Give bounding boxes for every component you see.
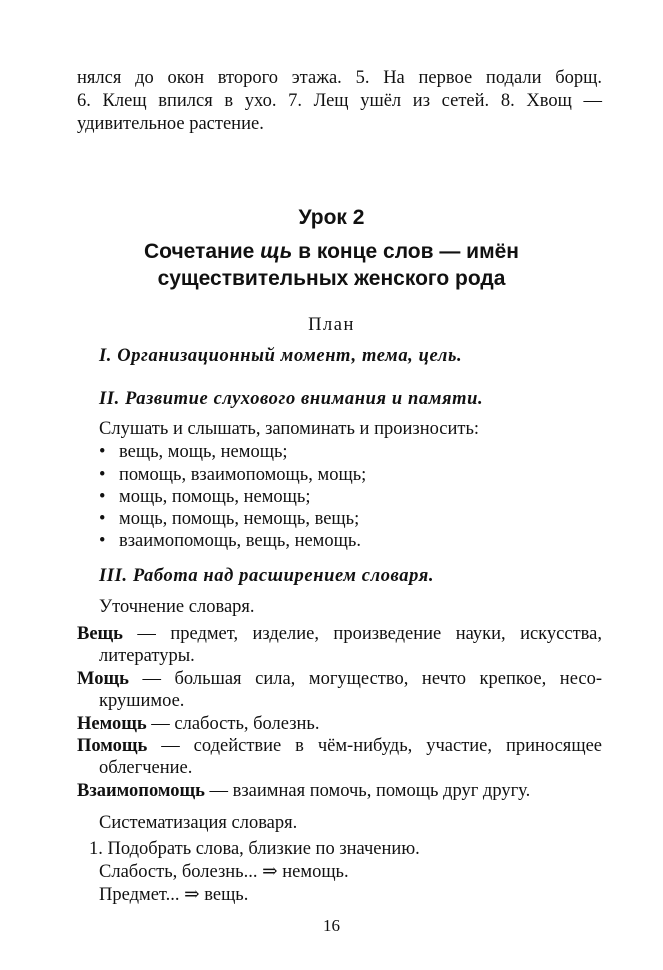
exercise-1: 1. Подобрать слова, близкие по значению. (89, 839, 420, 859)
definition-vesch: Вещь — предмет, изделие, произведение науки, искусства, (77, 624, 602, 644)
example-line-2: Предмет... ⇒ вещь. (99, 885, 249, 905)
lesson-heading: Урок 2 (298, 206, 365, 229)
definition-vzaimopomoshch: Взаимопомощь — взаимная помочь, помощь друг другу. (77, 781, 531, 801)
bullet-item: • мощь, помощь, немощь, вещь; (99, 509, 360, 529)
lesson-title-line-1: Сочетание щь в конце слов — имён (144, 240, 519, 263)
bullet-item: • вещь, мощь, немощь; (99, 442, 288, 462)
definition-moshch-cont: крушимое. (99, 691, 185, 711)
bullet-icon: • (99, 531, 106, 551)
vocab-clarify-label: Уточнение словаря. (99, 597, 255, 617)
bullet-icon: • (99, 509, 106, 529)
bullet-item: • помощь, взаимопомощь, мощь; (99, 465, 367, 485)
lesson-title-line-2: существительных женского рода (157, 267, 506, 290)
intro-line-2: 6. Клещ впился в ухо. 7. Лещ ушёл из сетей. 8. Хвощ — (77, 91, 602, 111)
definition-pomoshch-cont: облегчение. (99, 758, 193, 778)
bullet-item: • взаимопомощь, вещь, немощь. (99, 531, 361, 551)
section-1-heading: I. Организационный момент, тема, цель. (99, 346, 463, 366)
bullet-icon: • (99, 487, 106, 507)
example-line-1: Слабость, болезнь... ⇒ немощь. (99, 862, 349, 882)
page-number: 16 (323, 916, 340, 935)
vocab-system-label: Систематизация словаря. (99, 813, 298, 833)
definition-pomoshch: Помощь — содействие в чём-нибудь, участие, приносящее (77, 736, 602, 756)
intro-line-3: удивительное растение. (77, 114, 264, 134)
section-3-heading: III. Работа над расширением словаря. (99, 566, 435, 586)
definition-moshch: Мощь — большая сила, могущество, нечто крепкое, несо- (77, 669, 602, 689)
definition-nemoshch: Немощь — слабость, болезнь. (77, 714, 320, 734)
definition-vesch-cont: литературы. (99, 646, 195, 666)
plan-heading: План (308, 315, 355, 335)
bullet-icon: • (99, 442, 106, 462)
task-intro: Слушать и слышать, запоминать и произносить: (99, 419, 480, 439)
bullet-icon: • (99, 465, 106, 485)
section-2-heading: II. Развитие слухового внимания и памяти. (99, 389, 484, 409)
intro-line-1: нялся до окон второго этажа. 5. На первое подали борщ. (77, 68, 602, 88)
bullet-item: • мощь, помощь, немощь; (99, 487, 311, 507)
